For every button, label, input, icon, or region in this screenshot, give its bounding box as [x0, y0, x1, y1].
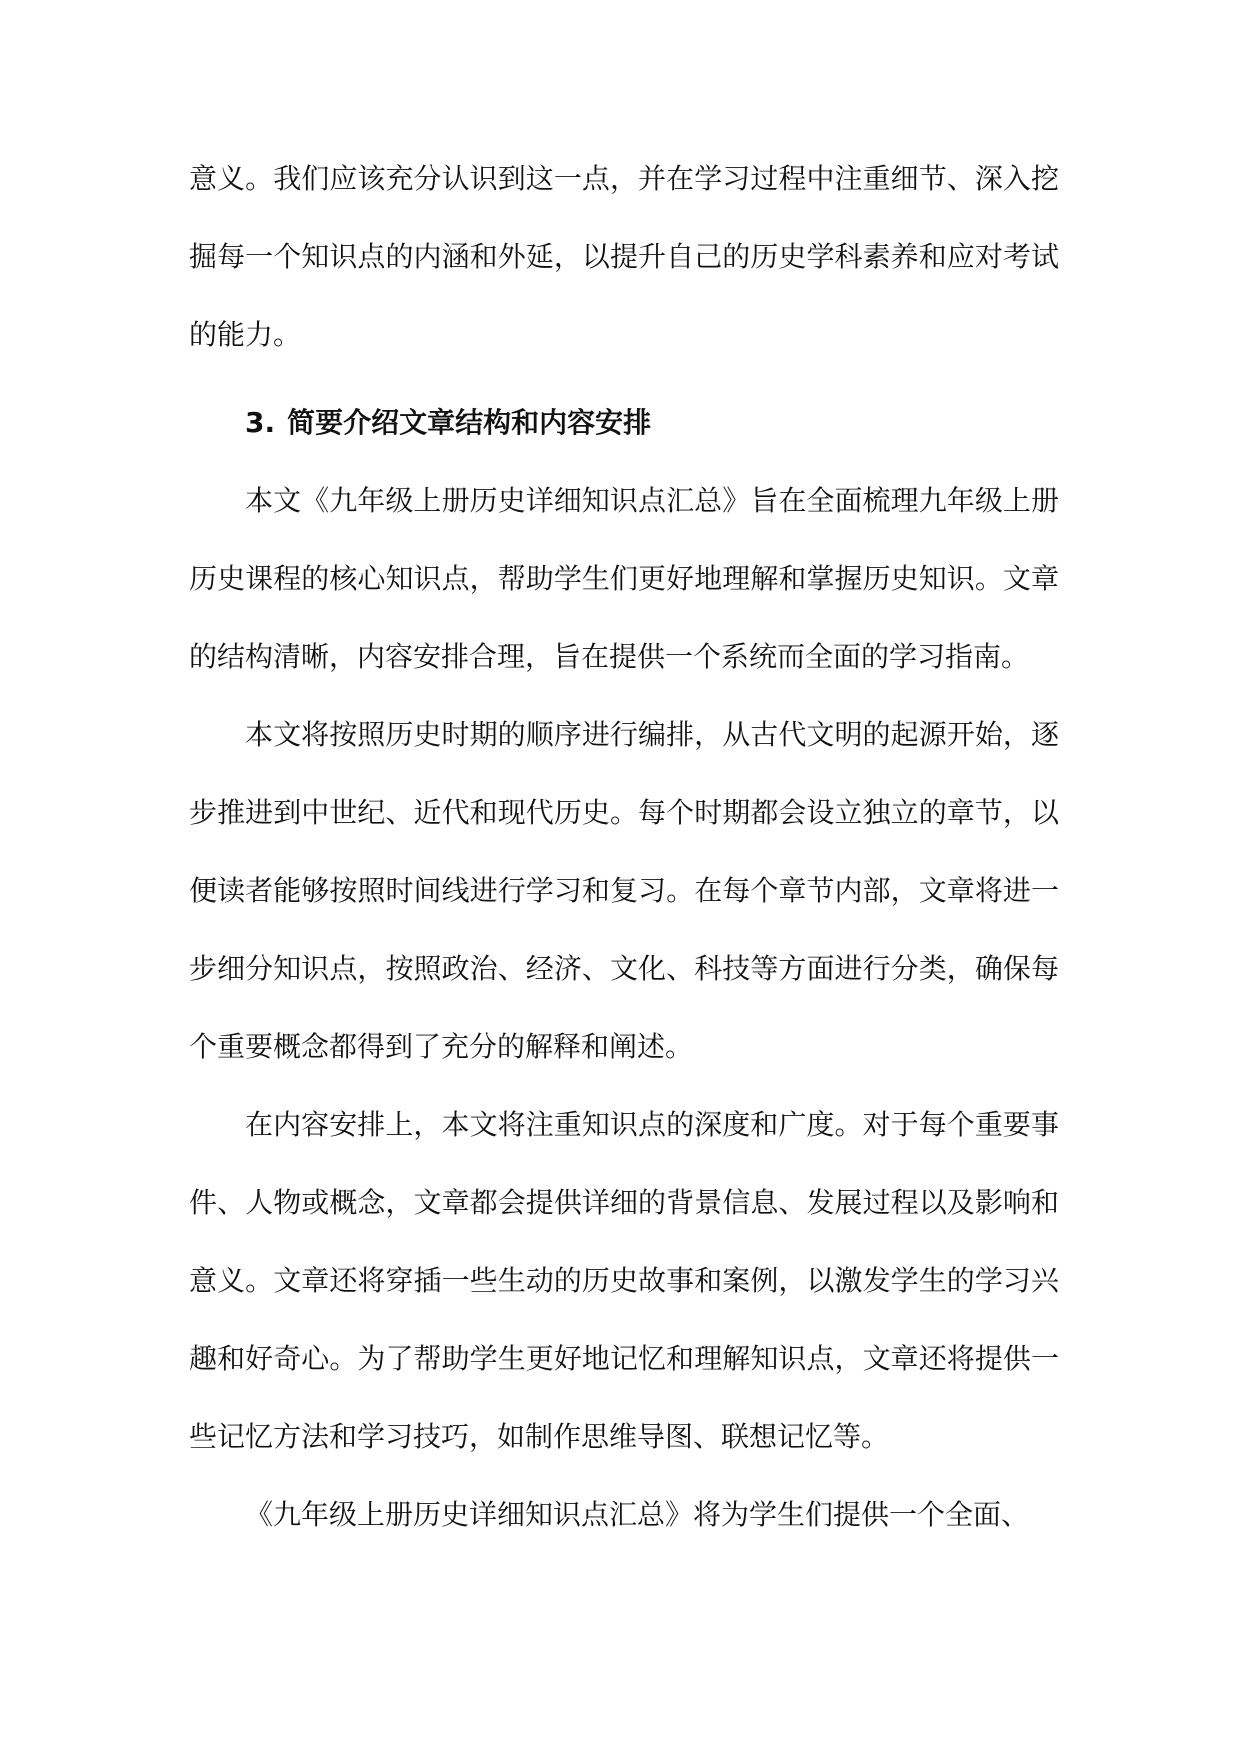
paragraph-content: 在内容安排上，本文将注重知识点的深度和广度。对于每个重要事件、人物或概念，文章都会提供详细的背景信息、发展过程以及影响和意义。文章还将穿插一些生动的历史故事和案例，以激发学生的学习兴趣和好奇心。为了帮助学生更好地记忆和理解知识点，文章还将提供一些记忆方法和学习技巧，如制作思维导图、联想记忆等。 [189, 1108, 1059, 1453]
section-number: 3. [245, 406, 276, 439]
paragraph-summary: 《九年级上册历史详细知识点汇总》将为学生们提供一个全面、 [245, 1498, 1030, 1531]
document-body [189, 140, 1059, 1554]
paragraph-structure: 本文将按照历史时期的顺序进行编排，从古代文明的起源开始，逐步推进到中世纪、近代和现代历史。每个时期都会设立独立的章节，以便读者能够按照时间线进行学习和复习。在每个章节内部，文章将进一步细分知识点，按照政治、经济、文化、科技等方面进行分类，确保每个重要概念都得到了充分的解释和阐述。 [189, 718, 1059, 1063]
paragraph-continued: 意义。我们应该充分认识到这一点，并在学习过程中注重细节、深入挖掘每一个知识点的内涵和外延，以提升自己的历史学科素养和应对考试的能力。 [189, 162, 1059, 351]
section-heading [189, 384, 1059, 462]
section-title: 简要介绍文章结构和内容安排 [287, 406, 652, 439]
paragraph-intro: 本文《九年级上册历史详细知识点汇总》旨在全面梳理九年级上册历史课程的核心知识点，帮助学生们更好地理解和掌握历史知识。文章的结构清晰，内容安排合理，旨在提供一个系统而全面的学习指南。 [189, 484, 1059, 673]
